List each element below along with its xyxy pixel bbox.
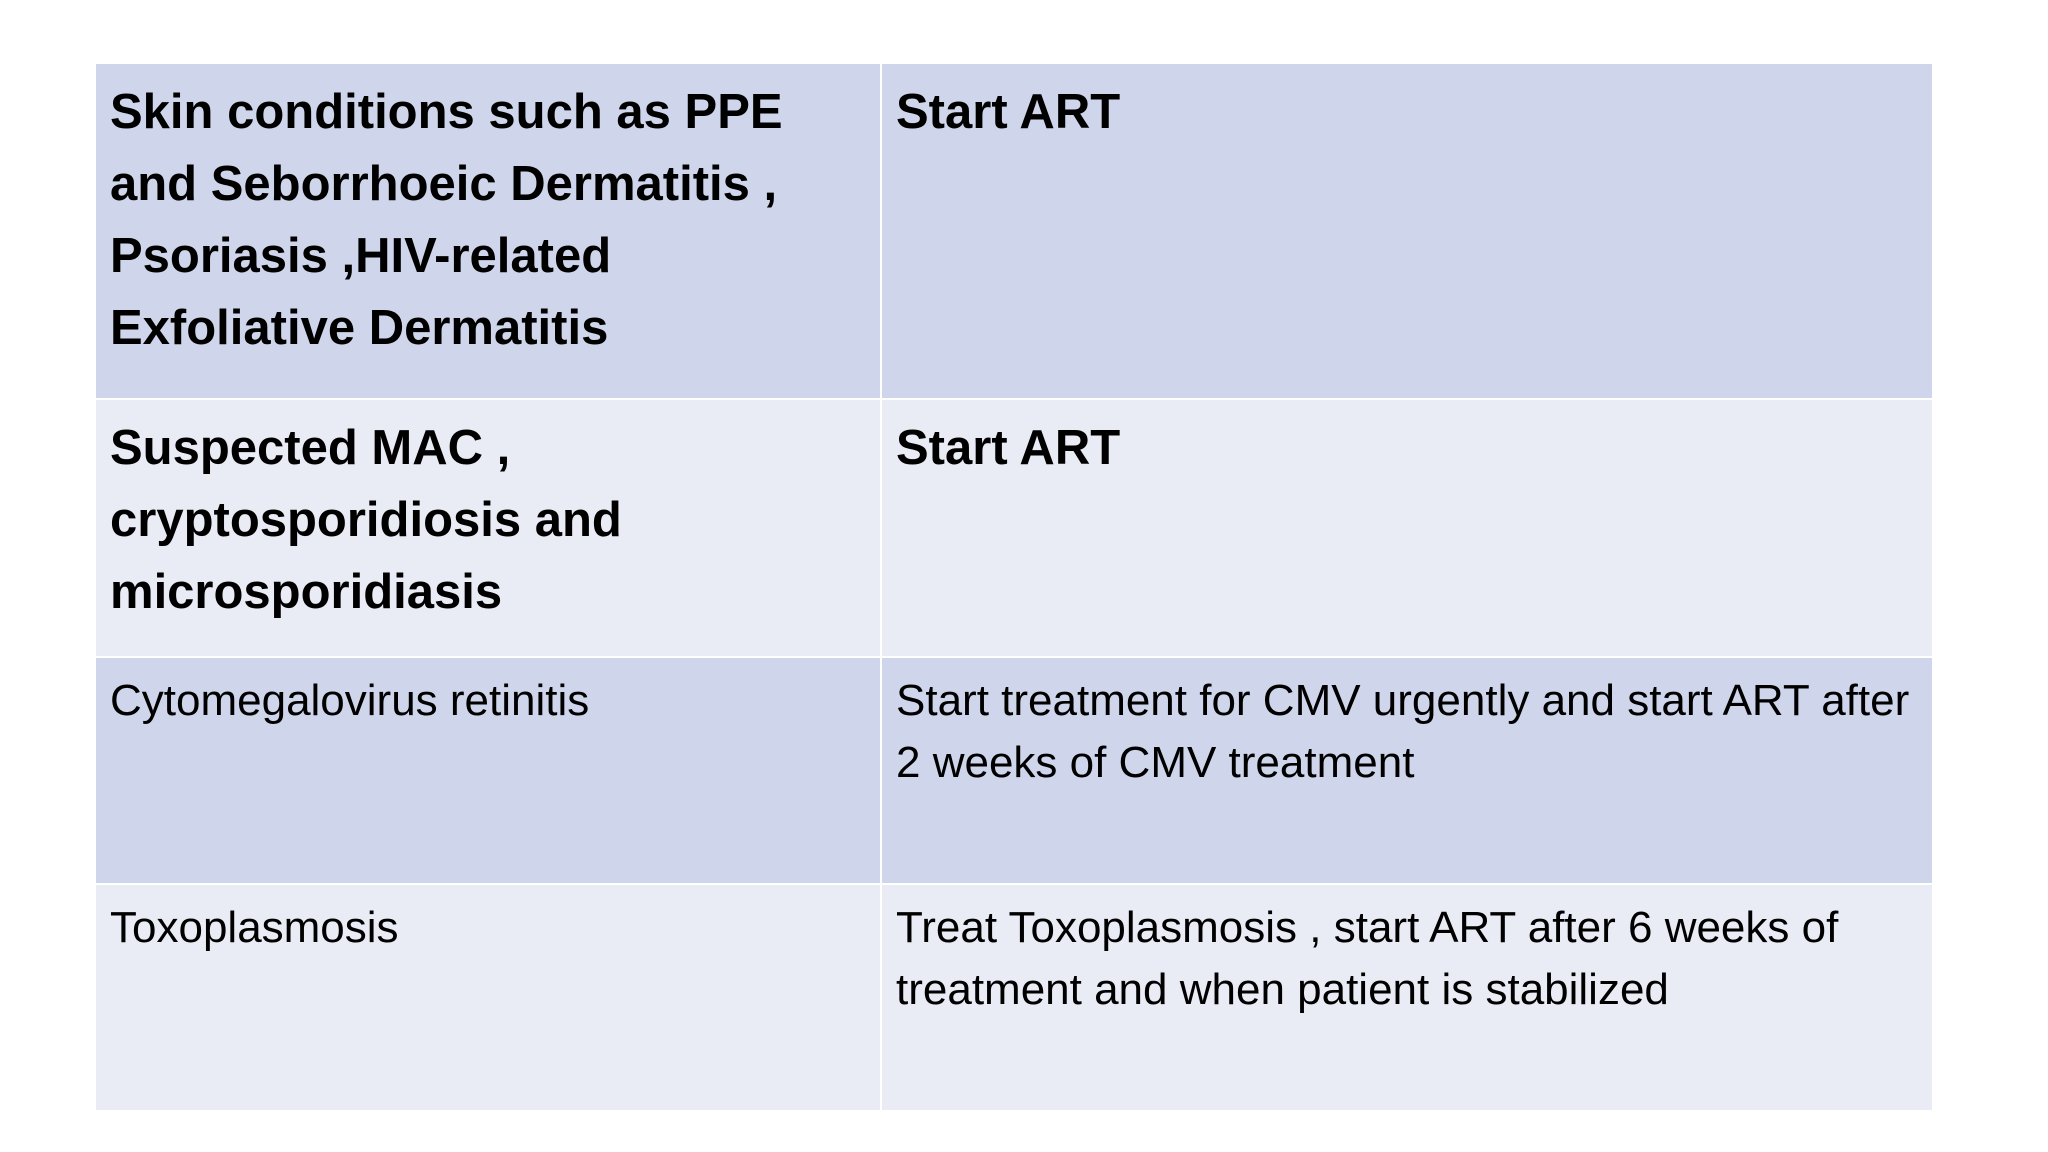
recommendation-cell: Treat Toxoplasmosis , start ART after 6 weeks of treatment and when patient is stabilized [881, 884, 1933, 1111]
recommendation-cell: Start treatment for CMV urgently and start ART after 2 weeks of CMV treatment [881, 657, 1933, 884]
condition-cell: Toxoplasmosis [95, 884, 881, 1111]
condition-cell: Cytomegalovirus retinitis [95, 657, 881, 884]
recommendation-cell: Start ART [881, 399, 1933, 657]
table-row [95, 399, 1933, 657]
table-row [95, 63, 1933, 399]
recommendation-cell: Start ART [881, 63, 1933, 399]
condition-treatment-table [94, 62, 1934, 1112]
condition-cell: Suspected MAC , cryptosporidiosis and microsporidiasis [95, 399, 881, 657]
condition-cell: Skin conditions such as PPE and Seborrhoeic Dermatitis , Psoriasis ,HIV-related Exfoliative Dermatitis [95, 63, 881, 399]
table-row [95, 884, 1933, 1111]
table-row [95, 657, 1933, 884]
